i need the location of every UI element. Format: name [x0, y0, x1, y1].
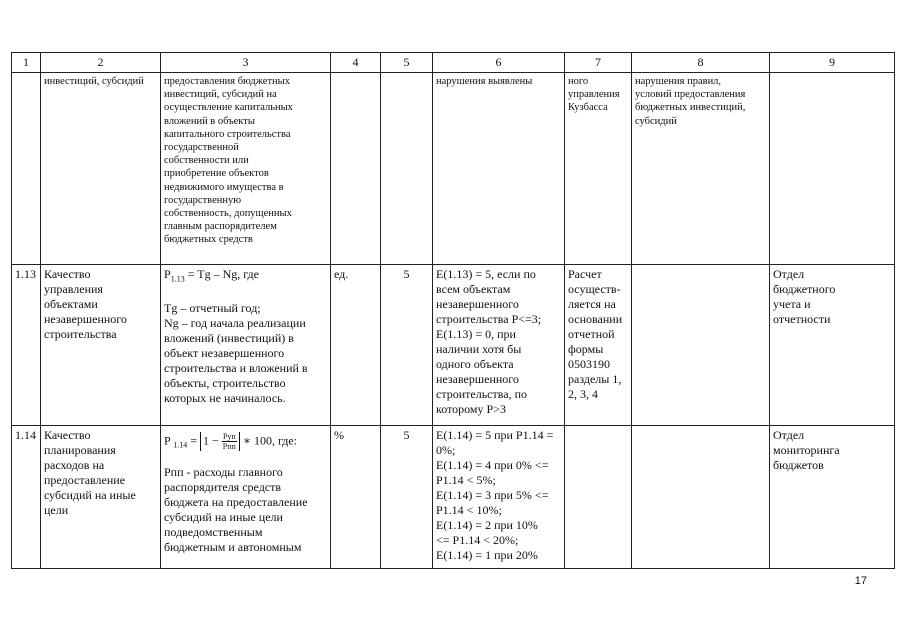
unit: % — [331, 426, 381, 569]
absolute-value: 1 − $\frac{\text{Pуп}}{\text{Pпп}}$ — [200, 432, 240, 451]
indicator-name: Качество планирования расходов на предоставление субсидий на иные цели — [41, 426, 161, 569]
table-row — [12, 73, 895, 265]
header-row — [12, 53, 895, 73]
data-source: ного управления Кузбасса — [565, 73, 632, 265]
indicator-name: инвестиций, субсидий — [41, 73, 161, 265]
header-cell: 4 — [331, 53, 381, 73]
calculation-method — [161, 265, 331, 426]
header-cell: 5 — [381, 53, 433, 73]
unit: ед. — [331, 265, 381, 426]
indicator-name: Качество управления объектами незавершенного строительства — [41, 265, 161, 426]
header-cell: 7 — [565, 53, 632, 73]
responsible-unit: Отдел бюджетного учета и отчетности — [770, 265, 895, 426]
weight: 5 — [381, 426, 433, 569]
calculation-method: предоставления бюджетных инвестиций, субсидий на осуществление капитальных вложений в объекты капитального строительства государственной собственности или приобретение объектов недвижимого имущества в государственную собственность, допущенных главным распорядителем бюджетных средств — [161, 73, 331, 265]
header-cell: 9 — [770, 53, 895, 73]
calculation-method — [161, 426, 331, 569]
evaluation-criteria: E(1.13) = 5, если по всем объектам незавершенного строительства P<=3; E(1.13) = 0, при наличии хотя бы одного объекта незавершенного строительства, по которому P>3 — [433, 265, 565, 426]
note: нарушения правил, условий предоставления бюджетных инвестиций, субсидий — [632, 73, 770, 265]
indicators-table — [11, 52, 895, 569]
formula-description: Tg – отчетный год; Ng – год начала реализации вложений (инвестиций) в объект незавершенного строительства и вложений в объекты, строительство которых не начиналось. — [164, 301, 308, 406]
evaluation-criteria: нарушения выявлены — [433, 73, 565, 265]
formula: P $_{1.14}$ = 1 − $\frac{\text{Pуп}}{\text{Pпп}}$ ∗ 100, где: — [164, 432, 298, 451]
table-row — [12, 265, 895, 426]
header-cell: 6 — [433, 53, 565, 73]
indicator-number: 1.14 — [12, 426, 41, 569]
formula-description: Рпп - расходы главного распорядителя средств бюджета на предоставление субсидий на иные цели подведомственным бюджетным и автономным — [164, 464, 308, 554]
header-cell: 3 — [161, 53, 331, 73]
evaluation-criteria: E(1.14) = 5 при P1.14 = 0%; E(1.14) = 4 при 0% <= P1.14 < 5%; E(1.14) = 3 при 5% <= P1.14 < 10%; E(1.14) = 2 при 10% <= P1.14 < 20%; E(1.14) = 1 при 20% — [433, 426, 565, 569]
table-row — [12, 426, 895, 569]
formula: $P_{1.13} = Tg - Ng$, где — [164, 267, 259, 284]
header-cell: 2 — [41, 53, 161, 73]
data-source: Расчет осуществ- ляется на основании отчетной формы 0503190 разделы 1, 2, 3, 4 — [565, 265, 632, 426]
indicator-number: 1.13 — [12, 265, 41, 426]
header-cell: 1 — [12, 53, 41, 73]
fraction: $\frac{\text{Pуп}}{\text{Pпп}}$ — [222, 432, 236, 451]
weight: 5 — [381, 265, 433, 426]
page-number: 17 — [854, 575, 867, 587]
header-cell: 8 — [632, 53, 770, 73]
responsible-unit: Отдел мониторинга бюджетов — [770, 426, 895, 569]
